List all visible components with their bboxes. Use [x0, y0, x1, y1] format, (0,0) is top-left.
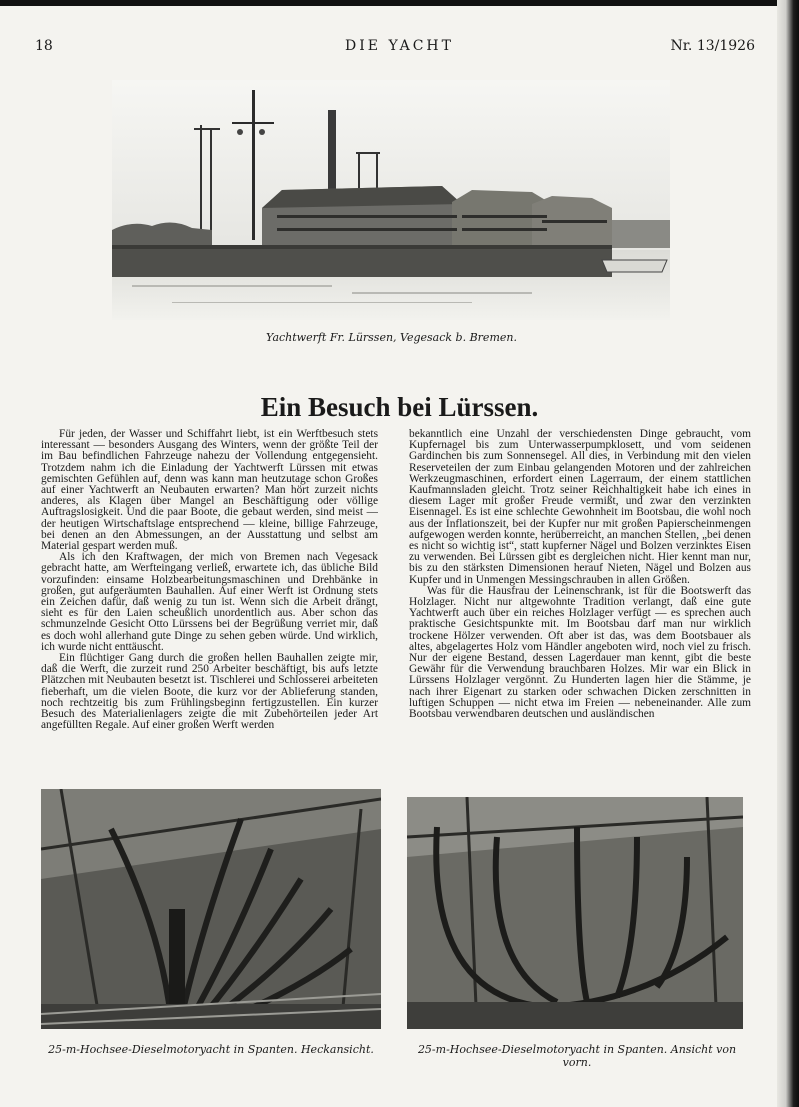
article-title: Ein Besuch bei Lürssen. — [260, 392, 539, 422]
paragraph: Ein flüchtiger Gang durch die großen hellen Bauhallen zeigte mir, daß die Werft, die zurzeit rund 250 Arbeiter beschäftigt, bis aufs letzte Plätzchen mit Neubauten besetzt ist. Tischlerei und Schlosserei arbeiteten fieberhaft, um die vielen Boote, die kurz vor der Ablieferung standen, noch rechtzeitig bis zum Frühlingsbeginn fertigzustellen. Ein kurzer Besuch des Materialienlagers zeigte die mit Zubehörteilen jeder Art angefüllten Regale. Auf einer großen Werft werden — [41, 652, 378, 732]
shipyard-photo — [112, 80, 670, 320]
paragraph: Für jeden, der Wasser und Schiffahrt liebt, ist ein Werftbesuch stets interessant — besonders Ausgang des Winters, wenn der größte Teil der im Bau befindlichen Fahrzeuge nahezu der Vollendung entgegensieht. Trotzdem nahm ich die Einladung der Yachtwerft Lürssen mit etwas gemischten Gefühlen auf, denn was kann man heutzutage schon Großes auf einer Yachtwerft an Neubauten erwarten? Man hört zurzeit nichts anderes, als Klagen über Mangel an Beschäftigung oder völlige Auftragslosigkeit. Und die paar Boote, die gebaut werden, sind meist — der heutigen Wirtschaftslage entsprechend — kleine, billige Fahrzeuge, bei denen an den Abmessungen, an der Ausstattung und selbst am Material gespart werden muß. — [41, 429, 378, 553]
bow-photo-caption: 25-m-Hochsee-Dieselmotoryacht in Spanten. Ansicht von vorn. — [417, 1043, 737, 1069]
paragraph: bekanntlich eine Unzahl der verschiedensten Dinge gebraucht, vom Kupfernagel bis zum Unterwasserpumpklosett, und vom seidenen Gardinchen bis zum Sonnensegel. All dies, in Verbindung mit den vielen Reserveteilen der zum Einbau gelangenden Motoren und der zahlreichen Werkzeugmaschinen, erfordert einen Lagerraum, der einem stattlichen Kaufmannsladen gleicht. Trotz seiner Reichhaltigkeit habe ich eines in diesem Lager mit großer Freude vermißt, und zwar den verzinkten Eisennagel. Es ist eine schlechte Gewohnheit im Bootsbau, die wohl noch aus der Inflationszeit, bei der Kupfer nur mit großen Papierscheinmengen aufgewogen werden konnte, herüberreicht, an manchen Stellen, „bei denen es nicht so wichtig ist“, statt kupferner Nägel und Bolzen verzinktes Eisen zu verwenden. Bei Lürssen gibt es dergleichen nicht. Hier kennt man nur, bis zu den stärksten Dimensionen herauf Nieten, Nägel und Bolzen aus Kupfer und in Unmengen Messingschrauben in allen Größen. — [409, 429, 751, 586]
right-column — [409, 429, 751, 785]
issue-number: Nr. 13/1926 — [670, 38, 755, 54]
stern-photo-caption: 25-m-Hochsee-Dieselmotoryacht in Spanten. Heckansicht. — [48, 1043, 374, 1056]
page-top-edge — [0, 0, 799, 6]
paragraph: Als ich den Kraftwagen, der mich von Bremen nach Vegesack gebracht hatte, am Werfteingang verließ, erwartete ich, das übliche Bild vorzufinden: einsame Holzbearbeitungsmaschinen und Drehbänke in großen, gut aufgeräumten Bauhallen. Auf einer Werft ist Ordnung stets ein Zeichen dafür, daß wenig zu tun ist. Wenn sich die Arbeit drängt, sieht es für den Laien scheußlich unordentlich aus. Aber schon das schmunzelnde Gesicht Otto Lürssens bei der Begrüßung verriet mir, daß es doch wohl allerhand gute Dinge zu sehen geben würde. Und wirklich, ich wurde nicht enttäuscht. — [41, 551, 378, 653]
shipyard-photo-caption: Yachtwerft Fr. Lürssen, Vegesack b. Bremen. — [266, 331, 517, 344]
page-number: 18 — [35, 38, 53, 54]
hull-frames-bow-photo — [407, 797, 743, 1029]
hull-frames-stern-photo — [41, 789, 381, 1029]
page-right-edge — [777, 0, 799, 1107]
paragraph: Was für die Hausfrau der Leinenschrank, ist für die Bootswerft das Holzlager. Nicht nur altgewohnte Tradition verlangt, daß eine gute Yachtwerft auch über ein reiches Holzlager verfügt — es sprechen auch praktische Gesichtspunkte mit. Im Bootsbau darf man nur wirklich trockene Hölzer verwenden. Oft aber ist das, was dem Bootsbauer als altes, abgelagertes Holz vom Händler angeboten wird, noch viel zu frisch. Nur der eigene Bestand, dessen Lagerdauer man kennt, gibt die beste Gewähr für die Verwendung brauchbaren Holzes. Mir war ein Blick in Lürssens Holzlager vergönnt. Zu Hunderten lagen hier die Stämme, je nach ihrer Eigenart zu starken oder schwachen Dicken zerschnitten in luftigen Schuppen — nicht etwa im Freien — nebeneinander. Alle zum Bootsbau verwendbaren deutschen und ausländischen — [409, 584, 751, 721]
left-column — [41, 429, 378, 785]
running-title: DIE YACHT — [345, 38, 454, 54]
